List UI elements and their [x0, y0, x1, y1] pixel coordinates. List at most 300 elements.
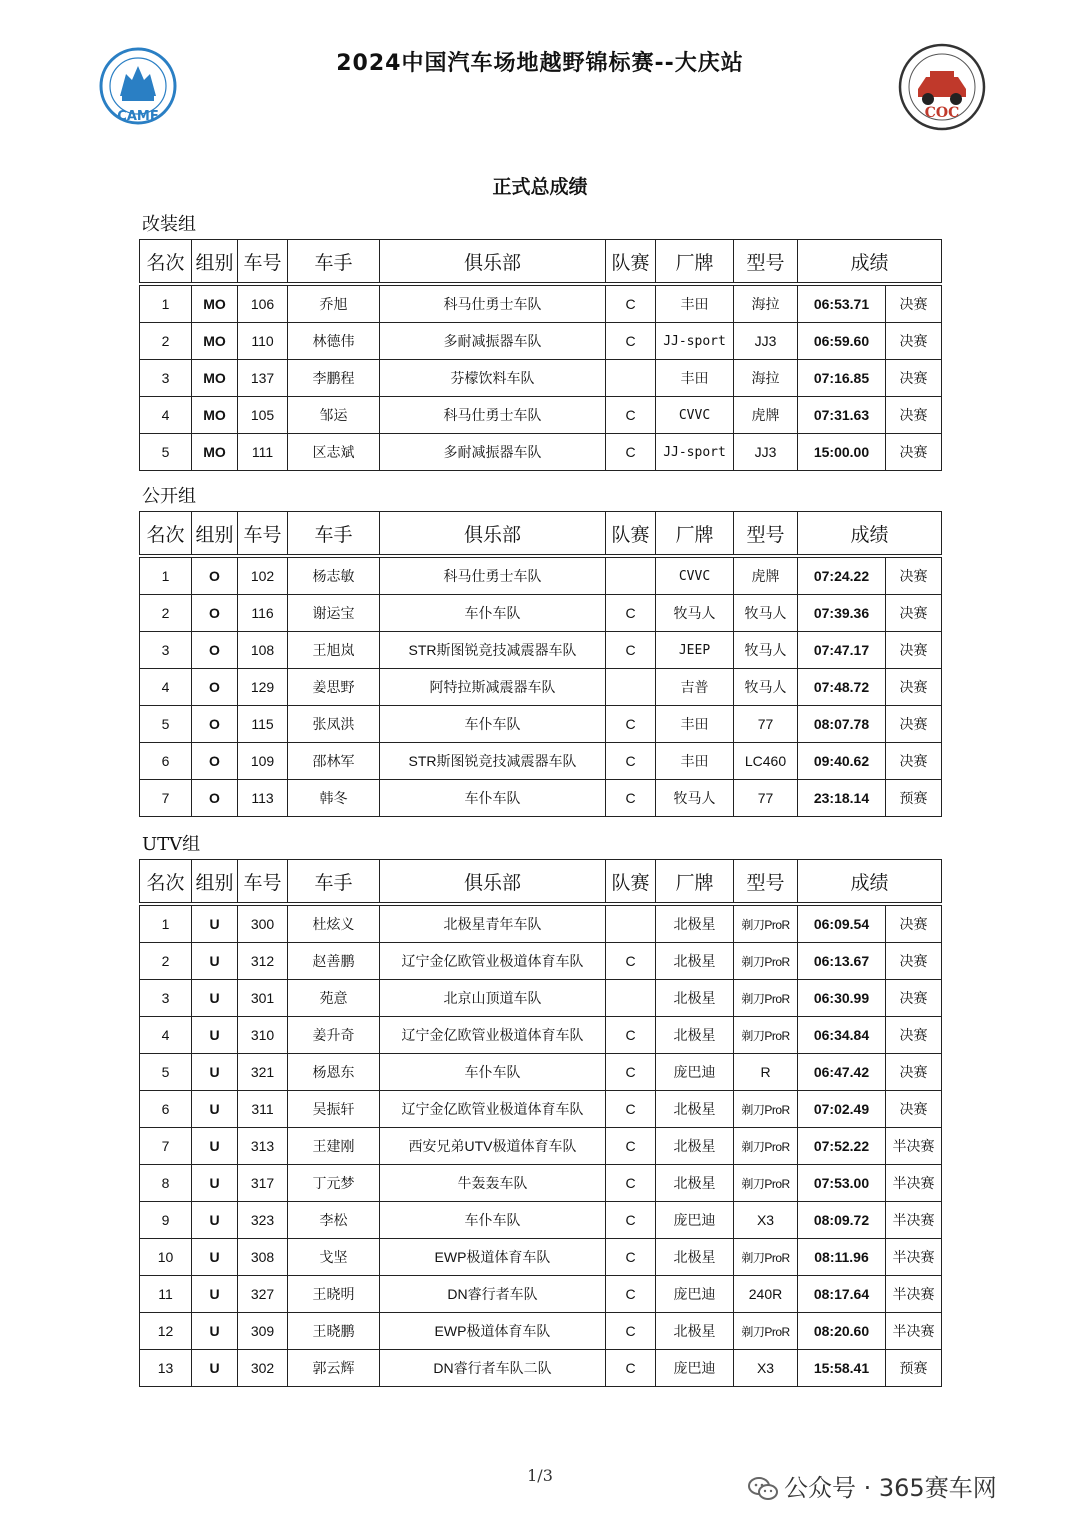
car-number-cell: 129	[238, 669, 288, 706]
class-cell: O	[192, 706, 238, 743]
model-cell: 海拉	[734, 360, 798, 397]
time-cell: 07:31.63	[798, 397, 886, 434]
table-row	[140, 1239, 942, 1276]
table-row	[140, 669, 942, 706]
column-header: 队赛	[606, 512, 656, 557]
brand-cell: 北极星	[656, 1313, 734, 1350]
column-header: 成绩	[798, 240, 942, 285]
time-cell: 08:07.78	[798, 706, 886, 743]
table-row	[140, 323, 942, 360]
club-cell: EWP极道体育车队	[380, 1313, 606, 1350]
club-cell: STR斯图锐竞技减震器车队	[380, 632, 606, 669]
column-header: 组别	[192, 240, 238, 285]
results-table-utv	[139, 859, 942, 1387]
model-cell: LC460	[734, 743, 798, 780]
column-header: 俱乐部	[380, 860, 606, 905]
class-cell: O	[192, 595, 238, 632]
car-number-cell: 321	[238, 1054, 288, 1091]
time-cell: 06:13.67	[798, 943, 886, 980]
column-header: 厂牌	[656, 860, 734, 905]
team-cell: C	[606, 943, 656, 980]
car-number-cell: 300	[238, 904, 288, 943]
brand-cell: 丰田	[656, 743, 734, 780]
class-cell: U	[192, 1313, 238, 1350]
table-row	[140, 1313, 942, 1350]
rank-cell: 6	[140, 1091, 192, 1128]
class-cell: U	[192, 1202, 238, 1239]
car-number-cell: 301	[238, 980, 288, 1017]
column-header: 型号	[734, 860, 798, 905]
model-cell: X3	[734, 1202, 798, 1239]
club-cell: 辽宁金亿欧管业极道体育车队	[380, 943, 606, 980]
club-cell: DN睿行者车队二队	[380, 1350, 606, 1387]
class-cell: O	[192, 556, 238, 595]
driver-cell: 王建刚	[288, 1128, 380, 1165]
car-number-cell: 312	[238, 943, 288, 980]
table-row	[140, 1202, 942, 1239]
column-header: 车号	[238, 860, 288, 905]
driver-cell: 王晓鹏	[288, 1313, 380, 1350]
rank-cell: 12	[140, 1313, 192, 1350]
brand-cell: 牧马人	[656, 780, 734, 817]
time-cell: 07:39.36	[798, 595, 886, 632]
time-cell: 23:18.14	[798, 780, 886, 817]
table-header-row	[140, 512, 942, 557]
column-header: 名次	[140, 240, 192, 285]
model-cell: 剃刀ProR	[734, 904, 798, 943]
model-cell: 剃刀ProR	[734, 1091, 798, 1128]
team-cell: C	[606, 595, 656, 632]
model-cell: 剃刀ProR	[734, 1313, 798, 1350]
rank-cell: 4	[140, 669, 192, 706]
brand-cell: 北极星	[656, 1128, 734, 1165]
class-cell: O	[192, 743, 238, 780]
driver-cell: 张凤洪	[288, 706, 380, 743]
column-header: 俱乐部	[380, 512, 606, 557]
rank-cell: 10	[140, 1239, 192, 1276]
stage-cell: 预赛	[886, 780, 942, 817]
club-cell: 车仆车队	[380, 706, 606, 743]
brand-cell: JJ-sport	[656, 323, 734, 360]
club-cell: 科马仕勇士车队	[380, 556, 606, 595]
team-cell: C	[606, 1128, 656, 1165]
model-cell: X3	[734, 1350, 798, 1387]
club-cell: EWP极道体育车队	[380, 1239, 606, 1276]
team-cell: C	[606, 1165, 656, 1202]
stage-cell: 决赛	[886, 743, 942, 780]
table-row	[140, 943, 942, 980]
car-number-cell: 317	[238, 1165, 288, 1202]
club-cell: 科马仕勇士车队	[380, 284, 606, 323]
group-label-modified: 改装组	[142, 214, 196, 235]
class-cell: MO	[192, 284, 238, 323]
class-cell: U	[192, 943, 238, 980]
time-cell: 07:53.00	[798, 1165, 886, 1202]
stage-cell: 决赛	[886, 980, 942, 1017]
driver-cell: 邹运	[288, 397, 380, 434]
rank-cell: 2	[140, 323, 192, 360]
driver-cell: 姜升奇	[288, 1017, 380, 1054]
table-row	[140, 980, 942, 1017]
club-cell: 北京山顶道车队	[380, 980, 606, 1017]
stage-cell: 决赛	[886, 323, 942, 360]
brand-cell: 北极星	[656, 1091, 734, 1128]
driver-cell: 丁元梦	[288, 1165, 380, 1202]
model-cell: 剃刀ProR	[734, 1165, 798, 1202]
results-table-modified	[139, 239, 942, 471]
class-cell: U	[192, 1054, 238, 1091]
table-row	[140, 780, 942, 817]
driver-cell: 林德伟	[288, 323, 380, 360]
rank-cell: 1	[140, 904, 192, 943]
stage-cell: 半决赛	[886, 1313, 942, 1350]
column-header: 型号	[734, 240, 798, 285]
rank-cell: 2	[140, 595, 192, 632]
rank-cell: 7	[140, 1128, 192, 1165]
model-cell: 77	[734, 780, 798, 817]
club-cell: 多耐减振器车队	[380, 434, 606, 471]
brand-cell: 北极星	[656, 1165, 734, 1202]
team-cell	[606, 556, 656, 595]
column-header: 车号	[238, 240, 288, 285]
brand-cell: 丰田	[656, 706, 734, 743]
club-cell: 辽宁金亿欧管业极道体育车队	[380, 1017, 606, 1054]
team-cell: C	[606, 632, 656, 669]
table-row	[140, 397, 942, 434]
group-label-utv: UTV组	[142, 834, 201, 855]
time-cell: 07:16.85	[798, 360, 886, 397]
coc-logo-text: COC	[924, 105, 960, 121]
class-cell: U	[192, 904, 238, 943]
stage-cell: 决赛	[886, 943, 942, 980]
model-cell: 剃刀ProR	[734, 1017, 798, 1054]
class-cell: O	[192, 632, 238, 669]
car-number-cell: 111	[238, 434, 288, 471]
model-cell: 剃刀ProR	[734, 1239, 798, 1276]
stage-cell: 半决赛	[886, 1239, 942, 1276]
stage-cell: 决赛	[886, 595, 942, 632]
club-cell: 牛轰轰车队	[380, 1165, 606, 1202]
team-cell: C	[606, 1054, 656, 1091]
column-header: 队赛	[606, 860, 656, 905]
model-cell: 海拉	[734, 284, 798, 323]
team-cell: C	[606, 323, 656, 360]
club-cell: 多耐减振器车队	[380, 323, 606, 360]
model-cell: 牧马人	[734, 632, 798, 669]
brand-cell: 北极星	[656, 904, 734, 943]
column-header: 车手	[288, 512, 380, 557]
wechat-icon	[748, 1476, 778, 1502]
car-number-cell: 106	[238, 284, 288, 323]
brand-cell: 庞巴迪	[656, 1202, 734, 1239]
time-cell: 07:48.72	[798, 669, 886, 706]
group-label-open: 公开组	[142, 486, 196, 507]
driver-cell: 李松	[288, 1202, 380, 1239]
team-cell: C	[606, 1350, 656, 1387]
column-header: 名次	[140, 512, 192, 557]
brand-cell: JEEP	[656, 632, 734, 669]
table-row	[140, 706, 942, 743]
column-header: 成绩	[798, 860, 942, 905]
brand-cell: 北极星	[656, 1017, 734, 1054]
stage-cell: 决赛	[886, 1017, 942, 1054]
table-row	[140, 1128, 942, 1165]
rank-cell: 6	[140, 743, 192, 780]
team-cell: C	[606, 1017, 656, 1054]
club-cell: 车仆车队	[380, 595, 606, 632]
rank-cell: 8	[140, 1165, 192, 1202]
class-cell: U	[192, 1165, 238, 1202]
team-cell: C	[606, 780, 656, 817]
table-header-row	[140, 860, 942, 905]
car-number-cell: 102	[238, 556, 288, 595]
time-cell: 07:24.22	[798, 556, 886, 595]
class-cell: MO	[192, 323, 238, 360]
driver-cell: 赵善鹏	[288, 943, 380, 980]
brand-cell: 丰田	[656, 284, 734, 323]
time-cell: 07:02.49	[798, 1091, 886, 1128]
club-cell: DN睿行者车队	[380, 1276, 606, 1313]
team-cell: C	[606, 434, 656, 471]
stage-cell: 半决赛	[886, 1165, 942, 1202]
car-number-cell: 302	[238, 1350, 288, 1387]
club-cell: 芬檬饮料车队	[380, 360, 606, 397]
model-cell: JJ3	[734, 323, 798, 360]
time-cell: 06:59.60	[798, 323, 886, 360]
column-header: 组别	[192, 512, 238, 557]
model-cell: 剃刀ProR	[734, 943, 798, 980]
driver-cell: 杜炫义	[288, 904, 380, 943]
results-table-open	[139, 511, 942, 817]
rank-cell: 13	[140, 1350, 192, 1387]
class-cell: U	[192, 1276, 238, 1313]
brand-cell: JJ-sport	[656, 434, 734, 471]
team-cell: C	[606, 743, 656, 780]
table-row	[140, 1017, 942, 1054]
brand-cell: 庞巴迪	[656, 1054, 734, 1091]
rank-cell: 5	[140, 434, 192, 471]
team-cell: C	[606, 1202, 656, 1239]
watermark	[748, 1468, 997, 1503]
brand-cell: 牧马人	[656, 595, 734, 632]
car-number-cell: 308	[238, 1239, 288, 1276]
model-cell: 虎牌	[734, 556, 798, 595]
model-cell: 剃刀ProR	[734, 1128, 798, 1165]
time-cell: 08:20.60	[798, 1313, 886, 1350]
car-number-cell: 137	[238, 360, 288, 397]
class-cell: U	[192, 1128, 238, 1165]
column-header: 队赛	[606, 240, 656, 285]
column-header: 车号	[238, 512, 288, 557]
driver-cell: 杨恩东	[288, 1054, 380, 1091]
driver-cell: 杨志敏	[288, 556, 380, 595]
car-number-cell: 105	[238, 397, 288, 434]
stage-cell: 半决赛	[886, 1128, 942, 1165]
rank-cell: 2	[140, 943, 192, 980]
model-cell: 剃刀ProR	[734, 980, 798, 1017]
brand-cell: 庞巴迪	[656, 1276, 734, 1313]
car-number-cell: 116	[238, 595, 288, 632]
table-row	[140, 1276, 942, 1313]
club-cell: 阿特拉斯减震器车队	[380, 669, 606, 706]
car-number-cell: 327	[238, 1276, 288, 1313]
column-header: 车手	[288, 240, 380, 285]
time-cell: 06:47.42	[798, 1054, 886, 1091]
camf-logo-text: CAMF	[117, 109, 159, 124]
class-cell: O	[192, 780, 238, 817]
driver-cell: 王晓明	[288, 1276, 380, 1313]
car-number-cell: 109	[238, 743, 288, 780]
car-number-cell: 309	[238, 1313, 288, 1350]
column-header: 厂牌	[656, 240, 734, 285]
time-cell: 08:11.96	[798, 1239, 886, 1276]
stage-cell: 决赛	[886, 284, 942, 323]
team-cell: C	[606, 706, 656, 743]
car-number-cell: 110	[238, 323, 288, 360]
car-number-cell: 310	[238, 1017, 288, 1054]
team-cell	[606, 669, 656, 706]
rank-cell: 5	[140, 1054, 192, 1091]
stage-cell: 决赛	[886, 904, 942, 943]
stage-cell: 决赛	[886, 397, 942, 434]
table-row	[140, 743, 942, 780]
rank-cell: 3	[140, 980, 192, 1017]
club-cell: 车仆车队	[380, 780, 606, 817]
stage-cell: 决赛	[886, 632, 942, 669]
car-number-cell: 115	[238, 706, 288, 743]
class-cell: MO	[192, 397, 238, 434]
document-title: 2024中国汽车场地越野锦标赛--大庆站	[336, 51, 744, 76]
club-cell: 西安兄弟UTV极道体育车队	[380, 1128, 606, 1165]
driver-cell: 乔旭	[288, 284, 380, 323]
stage-cell: 半决赛	[886, 1276, 942, 1313]
stage-cell: 决赛	[886, 669, 942, 706]
column-header: 成绩	[798, 512, 942, 557]
table-row	[140, 904, 942, 943]
stage-cell: 决赛	[886, 360, 942, 397]
table-row	[140, 595, 942, 632]
class-cell: U	[192, 1091, 238, 1128]
time-cell: 07:52.22	[798, 1128, 886, 1165]
rank-cell: 5	[140, 706, 192, 743]
team-cell: C	[606, 1091, 656, 1128]
driver-cell: 王旭岚	[288, 632, 380, 669]
team-cell: C	[606, 1313, 656, 1350]
brand-cell: 吉普	[656, 669, 734, 706]
column-header: 型号	[734, 512, 798, 557]
stage-cell: 半决赛	[886, 1202, 942, 1239]
class-cell: O	[192, 669, 238, 706]
brand-cell: CVVC	[656, 556, 734, 595]
model-cell: 虎牌	[734, 397, 798, 434]
watermark-text: 公众号 · 365赛车网	[784, 1474, 997, 1502]
results-subtitle: 正式总成绩	[492, 176, 588, 198]
class-cell: MO	[192, 434, 238, 471]
table-row	[140, 1054, 942, 1091]
driver-cell: 谢运宝	[288, 595, 380, 632]
time-cell: 07:47.17	[798, 632, 886, 669]
team-cell: C	[606, 284, 656, 323]
model-cell: R	[734, 1054, 798, 1091]
brand-cell: 庞巴迪	[656, 1350, 734, 1387]
club-cell: STR斯图锐竞技减震器车队	[380, 743, 606, 780]
driver-cell: 吴振轩	[288, 1091, 380, 1128]
table-row	[140, 556, 942, 595]
time-cell: 15:58.41	[798, 1350, 886, 1387]
table-row	[140, 284, 942, 323]
team-cell: C	[606, 1276, 656, 1313]
class-cell: U	[192, 1017, 238, 1054]
time-cell: 08:17.64	[798, 1276, 886, 1313]
class-cell: U	[192, 980, 238, 1017]
class-cell: MO	[192, 360, 238, 397]
brand-cell: 丰田	[656, 360, 734, 397]
rank-cell: 1	[140, 556, 192, 595]
rank-cell: 4	[140, 1017, 192, 1054]
car-number-cell: 311	[238, 1091, 288, 1128]
car-number-cell: 108	[238, 632, 288, 669]
club-cell: 科马仕勇士车队	[380, 397, 606, 434]
model-cell: JJ3	[734, 434, 798, 471]
model-cell: 77	[734, 706, 798, 743]
stage-cell: 决赛	[886, 1091, 942, 1128]
brand-cell: 北极星	[656, 1239, 734, 1276]
table-row	[140, 1165, 942, 1202]
club-cell: 辽宁金亿欧管业极道体育车队	[380, 1091, 606, 1128]
team-cell	[606, 980, 656, 1017]
driver-cell: 李鹏程	[288, 360, 380, 397]
club-cell: 车仆车队	[380, 1054, 606, 1091]
time-cell: 06:09.54	[798, 904, 886, 943]
table-row	[140, 1350, 942, 1387]
time-cell: 15:00.00	[798, 434, 886, 471]
rank-cell: 3	[140, 632, 192, 669]
club-cell: 车仆车队	[380, 1202, 606, 1239]
time-cell: 06:53.71	[798, 284, 886, 323]
team-cell	[606, 904, 656, 943]
brand-cell: 北极星	[656, 943, 734, 980]
team-cell: C	[606, 397, 656, 434]
brand-cell: 北极星	[656, 980, 734, 1017]
stage-cell: 决赛	[886, 1054, 942, 1091]
stage-cell: 预赛	[886, 1350, 942, 1387]
table-row	[140, 632, 942, 669]
driver-cell: 郭云辉	[288, 1350, 380, 1387]
column-header: 组别	[192, 860, 238, 905]
rank-cell: 1	[140, 284, 192, 323]
rank-cell: 11	[140, 1276, 192, 1313]
driver-cell: 韩冬	[288, 780, 380, 817]
rank-cell: 4	[140, 397, 192, 434]
brand-cell: CVVC	[656, 397, 734, 434]
car-number-cell: 323	[238, 1202, 288, 1239]
car-number-cell: 313	[238, 1128, 288, 1165]
class-cell: U	[192, 1350, 238, 1387]
stage-cell: 决赛	[886, 556, 942, 595]
column-header: 厂牌	[656, 512, 734, 557]
car-number-cell: 113	[238, 780, 288, 817]
table-header-row	[140, 240, 942, 285]
model-cell: 240R	[734, 1276, 798, 1313]
time-cell: 06:34.84	[798, 1017, 886, 1054]
driver-cell: 区志斌	[288, 434, 380, 471]
rank-cell: 3	[140, 360, 192, 397]
table-row	[140, 360, 942, 397]
time-cell: 06:30.99	[798, 980, 886, 1017]
club-cell: 北极星青年车队	[380, 904, 606, 943]
driver-cell: 戈坚	[288, 1239, 380, 1276]
rank-cell: 7	[140, 780, 192, 817]
